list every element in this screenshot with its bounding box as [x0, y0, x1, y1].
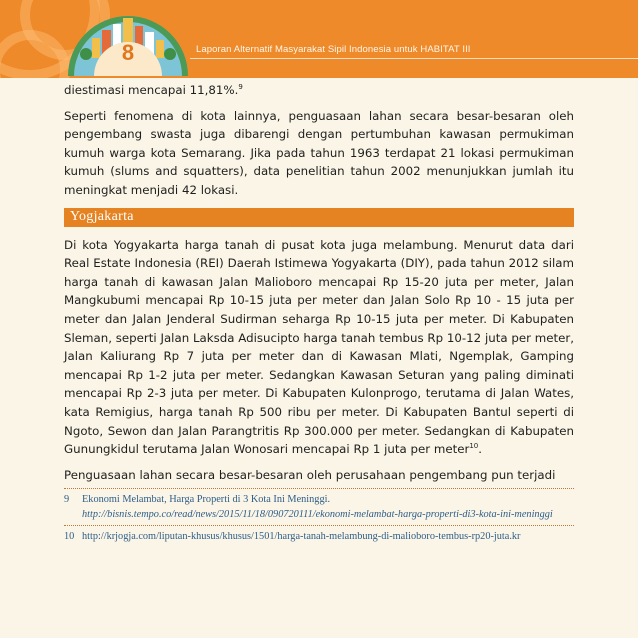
footnote [64, 529, 574, 544]
footnote-ref: 9 [238, 83, 243, 92]
footnote-number: 10 [64, 531, 75, 543]
footnote-ref: 10 [469, 442, 479, 451]
page-body [64, 81, 574, 544]
paragraph-text: . [478, 442, 482, 457]
page-number-badge [64, 2, 192, 76]
section-heading-bar [64, 208, 574, 227]
footnote-link[interactable]: http://krjogja.com/liputan-khusus/khusus/1501/harga-tanah-melambung-di-malioboro-tembus-rp20-juta.kr [82, 531, 521, 543]
paragraph-text: diestimasi mencapai 11,81%. [64, 83, 239, 97]
footnote-separator [64, 488, 574, 489]
footnote-text: Ekonomi Melambat, Harga Properti di 3 Kota Ini Meninggi. [82, 494, 331, 506]
paragraph-text: Di kota Yogyakarta harga tanah di pusat kota juga melambung. Menurut data dari Real Estate Indonesia (REI) Daerah Istimewa Yogyakarta (DIY), pada tahun 2012 silam harga tanah di kawasan Jalan Malioboro mencapai Rp 15-20 juta per meter, Jalan Mangkubumi mencapai Rp 10-15 juta per meter dan Jalan Solo Rp 10 - 15 juta per meter dan Jalan Jenderal Sudirman seharga Rp 10-15 juta per meter. Di Kabupaten Sleman, seperti Jalan Laksda Adisucipto harga tanah tembus Rp 10-12 juta per meter, Jalan Kaliurang Rp 7 juta per meter dan di Kawasan Mlati, Ngemplak, Gamping mencapai Rp 1-2 juta per meter. Sedangkan Kawasan Seturan yang paling diminati mencapai Rp 2-3 juta per meter. Di Kabupaten Kulonprogo, terutama di Jalan Wates, kata Remigius, harga tanah Rp 500 ribu per meter. Di Kabupaten Bantul seperti di Ngoto, Sewon dan Jalan Parangtritis Rp 300.000 per meter. Sedangkan di Kabupaten Gunungkidul terutama Jalan Wonosari mencapai Rp 1 juta per meter [64, 237, 574, 457]
footnote-number: 9 [64, 494, 70, 506]
footnote-link[interactable]: http://bisnis.tempo.co/read/news/2015/11/18/090720111/ekonomi-melambat-harga-properti-di3-kota-ini-meninggi [82, 509, 553, 521]
page-header [0, 0, 638, 78]
header-divider [190, 58, 638, 59]
footnote [64, 492, 574, 526]
paragraph: Seperti fenomena di kota lainnya, penguasaan lahan secara besar-besaran oleh pengembang swasta juga dibarengi dengan pertumbuhan kawasan permukiman kumuh warga kota Semarang. Jika pada tahun 1963 terdapat 21 lokasi permukiman kumuh (slums and squatters), data penelitian tahun 2002 menunjukkan jumlah itu meningkat menjadi 42 lokasi. [64, 108, 574, 197]
paragraph [64, 236, 574, 459]
footnote-body [82, 492, 574, 522]
section-title: Yogjakarta [70, 208, 134, 224]
running-title: Laporan Alternatif Masyarakat Sipil Indonesia untuk HABITAT III [196, 44, 471, 55]
page-number: 8 [121, 40, 135, 65]
paragraph [64, 81, 574, 100]
paragraph: Penguasaan lahan secara besar-besaran oleh perusahaan pengembang pun terjadi [64, 467, 556, 482]
